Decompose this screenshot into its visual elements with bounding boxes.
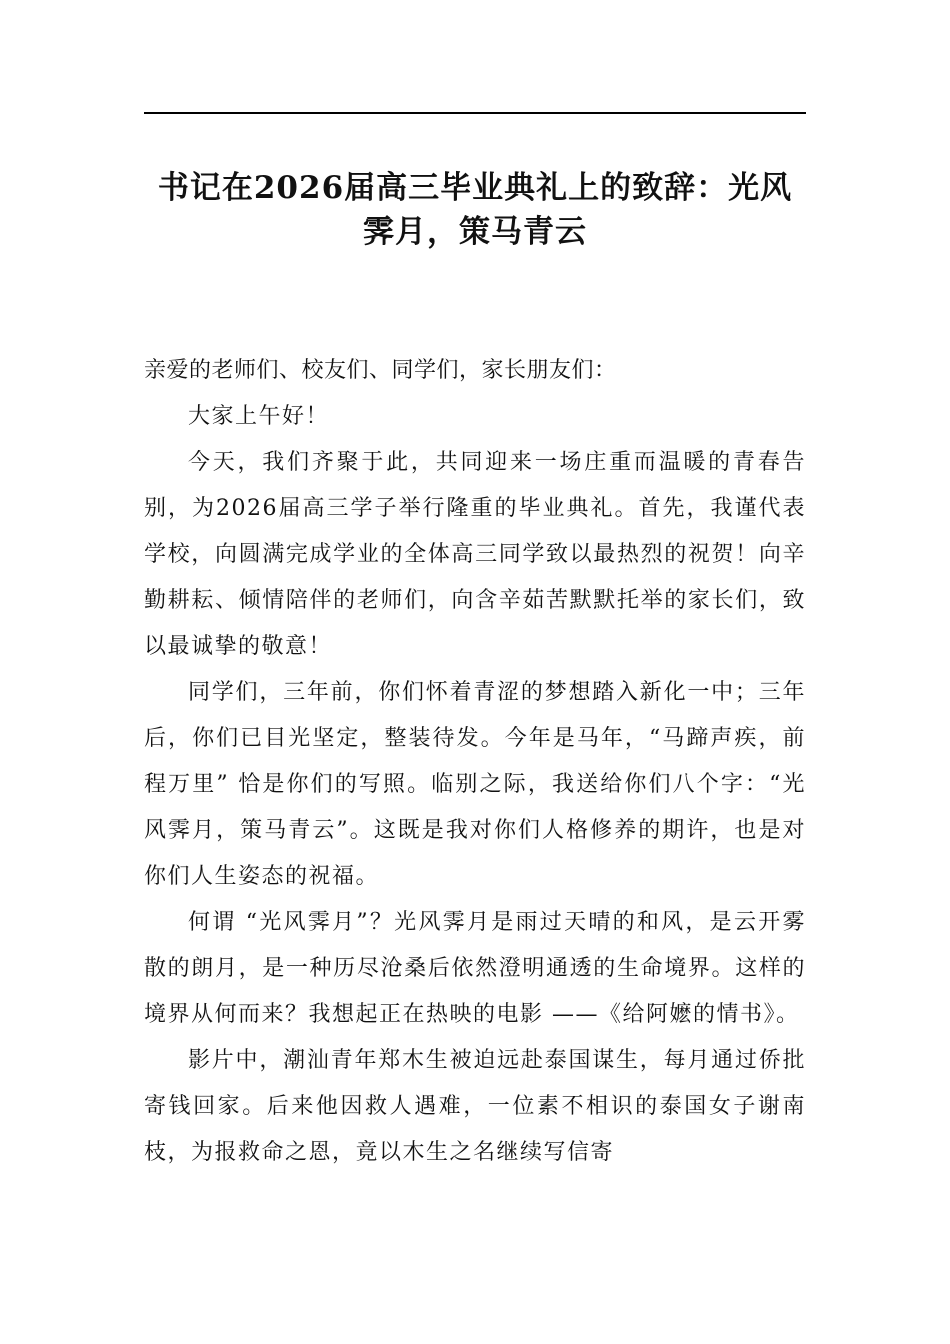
salutation-paragraph: 亲爱的老师们、校友们、同学们，家长朋友们： xyxy=(144,358,617,383)
body-paragraph: 影片中，潮汕青年郑木生被迫远赴泰国谋生，每月通过侨批寄钱回家。后来他因救人遇难，一位素不相识的泰国女子谢南枝，为报救命之恩，竟以木生之名继续写信寄 xyxy=(144,1048,806,1165)
body-paragraph: 同学们，三年前，你们怀着青涩的梦想踏入新化一中；三年后，你们已目光坚定，整装待发。今年是马年，“马蹄声疾，前程万里” 恰是你们的写照。临别之际，我送给你们八个字：“光风霁月，策马青云”。这既是我对你们人格修养的期许，也是对你们人生姿态的祝福。 xyxy=(144,680,806,889)
document-body xyxy=(144,348,806,1176)
greeting-paragraph: 大家上午好！ xyxy=(188,404,330,429)
document-title: 书记在2026届高三毕业典礼上的致辞：光风霁月，策马青云 xyxy=(157,170,793,250)
body-paragraph: 今天，我们齐聚于此，共同迎来一场庄重而温暖的青春告别，为2026届高三学子举行隆重的毕业典礼。首先，我谨代表学校，向圆满完成学业的全体高三同学致以最热烈的祝贺！向辛勤耕耘、倾情陪伴的老师们，向含辛茹苦默默托举的家长们，致以最诚挚的敬意！ xyxy=(144,450,806,659)
header-rule xyxy=(144,112,806,114)
body-paragraph: 何谓 “光风霁月”？光风霁月是雨过天晴的和风，是云开雾散的朗月，是一种历尽沧桑后依然澄明通透的生命境界。这样的境界从何而来？我想起正在热映的电影 ——《给阿嬷的情书》。 xyxy=(144,910,806,1027)
